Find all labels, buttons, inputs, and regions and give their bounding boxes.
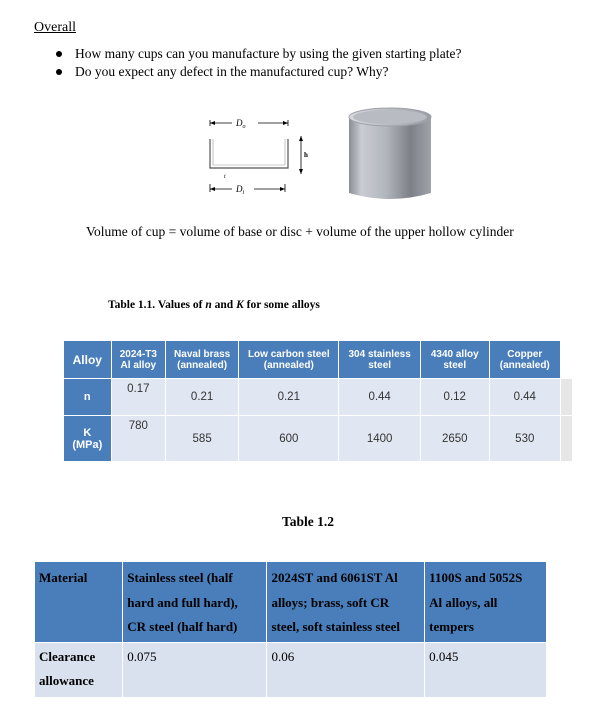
table-cell: 0.17 <box>111 379 165 416</box>
question-list <box>56 45 462 81</box>
column-header: 2024ST and 6061ST Al alloys; brass, soft CR steel, soft stainless steel <box>267 562 425 643</box>
material-header: Material <box>35 562 123 643</box>
alloy-header: Alloy <box>64 341 112 379</box>
column-header: Naval brass (annealed) <box>166 341 239 379</box>
question-text: How many cups can you manufacture by using the given starting plate? <box>75 46 462 61</box>
section-heading: Overall <box>34 20 76 35</box>
table-cell: 585 <box>166 416 239 462</box>
arrowhead-icon <box>299 136 303 141</box>
table-row <box>35 643 547 698</box>
column-header: Stainless steel (half hard and full hard), CR steel (half hard) <box>123 562 267 643</box>
table-cell: 0.21 <box>166 379 239 416</box>
t-label: t <box>224 174 226 180</box>
table-header-row <box>64 341 573 379</box>
n-row-label: n <box>64 379 112 416</box>
table-cell: 530 <box>489 416 560 462</box>
question-item <box>56 63 462 81</box>
table2-caption: Table 1.2 <box>282 514 335 529</box>
table-cell: 0.44 <box>339 379 420 416</box>
table-cell: 0.44 <box>489 379 560 416</box>
bullet-icon <box>56 69 62 75</box>
table-cell: 600 <box>239 416 339 462</box>
bullet-icon <box>56 51 62 57</box>
arrowhead-icon <box>283 121 288 125</box>
cup-outline <box>210 139 288 168</box>
clearance-row-label: Clearance allowance <box>35 643 123 698</box>
table-cell: 0.075 <box>123 643 267 698</box>
table-cell: 0.12 <box>420 379 489 416</box>
question-text: Do you expect any defect in the manufactured cup? Why? <box>75 64 389 79</box>
arrowhead-icon <box>299 169 303 174</box>
table-cell: 0.045 <box>425 643 547 698</box>
table-cell: 0.06 <box>267 643 425 698</box>
table-cell: 780 <box>111 416 165 462</box>
volume-formula: Volume of cup = volume of base or disc + volume of the upper hollow cylinder <box>86 224 514 239</box>
arrowhead-icon <box>280 187 285 191</box>
table-cell: 0.21 <box>239 379 339 416</box>
steel-cup-image <box>345 105 435 205</box>
k-row-label: K (MPa) <box>64 416 112 462</box>
spare-cell <box>560 416 572 462</box>
question-item <box>56 45 462 63</box>
column-header: Copper (annealed) <box>489 341 560 379</box>
h-label: h <box>304 151 308 159</box>
column-header: 4340 alloy steel <box>420 341 489 379</box>
di-label: $D_i$ <box>236 184 245 196</box>
arrowhead-icon <box>210 187 215 191</box>
cup-dimension-diagram <box>196 112 326 212</box>
alloy-properties-table <box>63 340 573 462</box>
table-cell: 1400 <box>339 416 420 462</box>
table-row <box>64 416 573 462</box>
table-row <box>64 379 573 416</box>
do-label: $D_o$ <box>236 118 246 130</box>
cup-inner-outline <box>213 139 285 165</box>
arrowhead-icon <box>210 121 215 125</box>
column-header: 304 stainless steel <box>339 341 420 379</box>
column-header: Low carbon steel (annealed) <box>239 341 339 379</box>
table-header-row <box>35 562 547 643</box>
table-cell: 2650 <box>420 416 489 462</box>
spare-cell <box>560 379 572 416</box>
column-header: 1100S and 5052S Al alloys, all tempers <box>425 562 547 643</box>
clearance-table <box>34 561 547 698</box>
column-header: 2024-T3 Al alloy <box>111 341 165 379</box>
spare-cell <box>560 341 572 379</box>
table1-caption: Table 1.1. Values of n and K for some alloys <box>108 299 320 311</box>
